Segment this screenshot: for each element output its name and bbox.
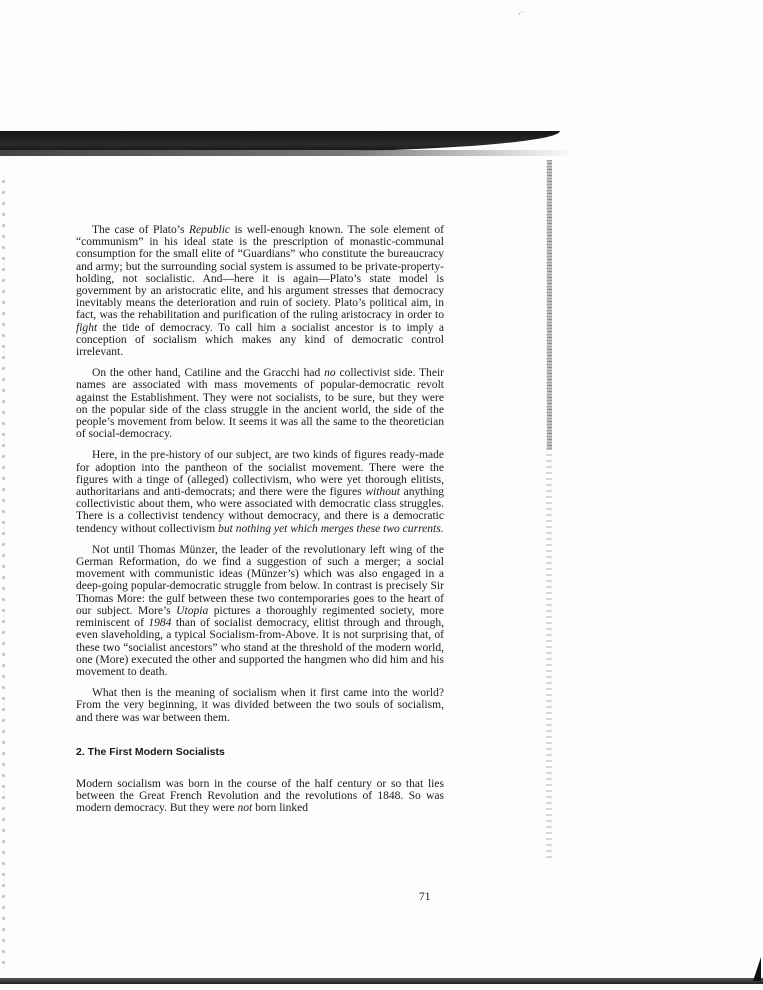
body-paragraph <box>76 544 444 678</box>
italic-text: not <box>237 802 253 815</box>
text-run: The case of Plato’s <box>92 224 189 236</box>
scan-right-edge <box>546 160 552 860</box>
scan-bottom-edge <box>0 978 763 984</box>
text-run: than of socialist democracy, elitist through and through, even slaveholding, a typical Socialism-from-Above. It is not surprising that, of these two “socialist ancestors” who stand at the threshold of the modern world, one (More) executed the other and supported the hangmen who did him and his movement to death. <box>76 617 445 678</box>
scan-top-shadow-fade <box>0 150 575 156</box>
italic-text: Utopia <box>176 604 209 617</box>
body-paragraphs <box>76 224 444 724</box>
text-run: Modern socialism was born in the course of the half century or so that lies between the Great French Revolution and the revolutions of 1848. So was modern democracy. But they were <box>76 777 444 815</box>
scan-speck: ·˙ <box>518 10 524 19</box>
body-paragraph <box>76 367 444 440</box>
text-run: Here, in the pre-history of our subject, are two kinds of figures ready-made for adoption into the pantheon of the socialist movement. There were the figures with a tinge of (alleged) collectivism, who were yet thorough elitists, authoritarians and anti-democrats; and there were the figures <box>76 449 444 499</box>
text-run: pictures a thoroughly regimented society, more reminiscent of <box>76 604 444 630</box>
closing-paragraph <box>76 778 444 815</box>
body-paragraph <box>76 687 444 724</box>
italic-text: without <box>365 486 400 499</box>
text-run: On the other hand, Catiline and the Gracchi had <box>92 367 325 380</box>
italic-text: fight <box>76 321 98 334</box>
italic-text: no <box>324 367 336 380</box>
italic-text: Republic <box>189 224 231 236</box>
scan-corner-mark <box>753 957 761 981</box>
body-paragraph <box>76 449 444 534</box>
text-run: born linked <box>252 802 309 815</box>
page-body <box>76 224 444 824</box>
text-run: is well-enough known. The sole element of “communism” in his ideal state is the prescription of monastic-communal consumption for the small elite of “Guardians” who constitute the bureaucracy and army; but the surrounding social system is assumed to be private-property-holding, not socialistic. And—here it is again—Plato’s state model is government by an aristocratic elite, and his argument stresses that democracy inevitably means the deterioration and ruin of society. Plato’s political aim, in fact, was the rehabilitation and purification of the ruling aristocracy in order to <box>76 224 444 322</box>
italic-text: 1984 <box>148 617 172 630</box>
section-heading: 2. The First Modern Socialists <box>76 745 225 758</box>
text-run: What then is the meaning of socialism when it first came into the world? From the very beginning, it was divided between the two souls of socialism, and there was war between them. <box>76 687 444 724</box>
scan-left-edge <box>2 180 5 970</box>
page-number: 71 <box>419 891 431 903</box>
text-run: anything collectivistic about them, who were associated with democratic class struggles. There is a collectivist tendency without democracy, and there is a democratic tendency without collectivism <box>76 486 444 535</box>
body-paragraph <box>76 224 444 358</box>
italic-text: but nothing yet which merges these two currents. <box>218 522 444 535</box>
text-run: collectivist side. Their names are associated with mass movements of popular-democratic revolt against the Establishment. They were not socialists, to be sure, but they were on the popular side of the class struggle in the ancient world, the side of the people’s movement from below. It seems it was all the same to the theoretician of social-democracy. <box>76 367 445 441</box>
text-run: the tide of democracy. To call him a socialist ancestor is to imply a conception of socialism which makes any kind of democratic control irrelevant. <box>76 321 444 359</box>
text-run: Not until Thomas Münzer, the leader of the revolutionary left wing of the German Reformation, do we find a suggestion of such a merger; a social movement with communistic ideas (Münzer’s) which was also engaged in a deep-going popular-democratic struggle from below. In contrast is precisely Sir Thomas More: the gulf between these two contemporaries goes to the heart of our subject. More’s <box>76 543 444 617</box>
